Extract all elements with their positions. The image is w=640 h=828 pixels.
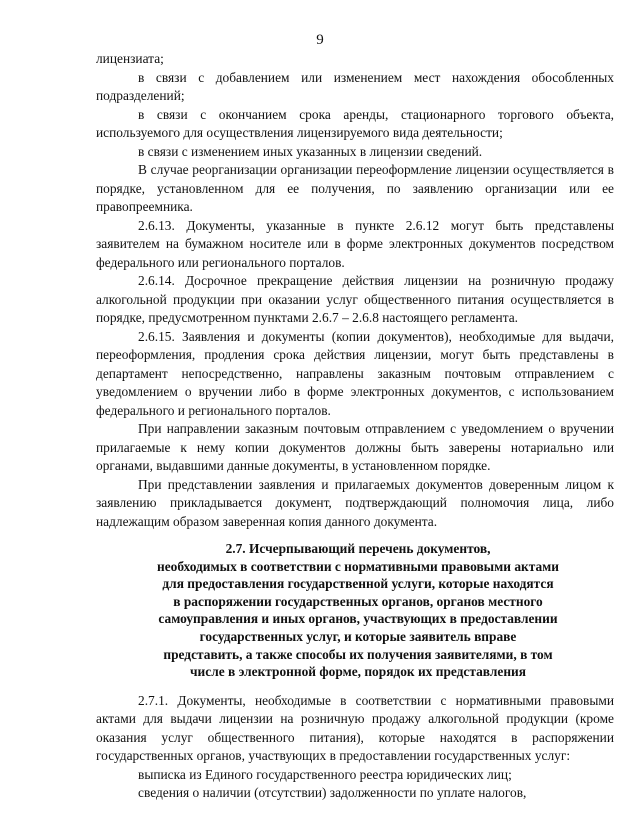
page-number: 9 (316, 32, 324, 48)
paragraph: выписка из Единого государственного реестра юридических лиц; (138, 766, 512, 782)
heading-line: необходимых в соответствии с нормативными правовыми актами (156, 558, 560, 574)
paragraph: 2.6.13. Документы, указанные в пункте 2.6.12 могут быть представлены заявителем на бумажном носителе или в форме электронных документов посредством федерального или регионального порталов. (96, 217, 614, 270)
document-body (96, 50, 614, 803)
heading-line: государственных услуг, и которые заявитель вправе (199, 628, 517, 644)
heading-line: 2.7. Исчерпывающий перечень документов, (225, 541, 491, 556)
paragraph: сведения о наличии (отсутствии) задолженности по уплате налогов, (138, 785, 527, 801)
paragraph: 2.7.1. Документы, необходимые в соответствии с нормативными правовыми актами для выдачи лицензии на розничную продажу алкогольной продукции (кроме оказания услуг общественного питания), которые находятся в распоряжении государственных органов, участвующих в предоставлении государственных услуг: (96, 692, 614, 764)
paragraph: 2.6.14. Досрочное прекращение действия лицензии на розничную продажу алкогольной продукции при оказании услуг общественного питания осуществляется в порядке, предусмотренном пунктами 2.6.7 – 2.6.8 настоящего регламента. (96, 273, 614, 325)
section-heading (96, 540, 614, 681)
paragraph: 2.6.15. Заявления и документы (копии документов), необходимые для выдачи, переоформления, продления срока действия лицензии, могут быть представлены в департамент непосредственно, направлены заказным почтовым отправлением с уведомлением о вручении либо в форме электронных документов, с использованием федерального и регионального порталов. (96, 328, 614, 418)
heading-line: представить, а также способы их получения заявителями, в том (163, 646, 553, 662)
heading-line: числе в электронной форме, порядок их представления (189, 664, 526, 680)
heading-line: самоуправления и иных органов, участвующих в предоставлении (158, 611, 558, 627)
heading-line: для предоставления государственной услуги, которые находятся (162, 576, 554, 592)
paragraph: в связи с добавлением или изменением мест нахождения обособленных подразделений; (96, 69, 614, 103)
heading-line: в распоряжении государственных органов, органов местного (173, 593, 543, 609)
paragraph: При направлении заказным почтовым отправлением с уведомлением о вручении прилагаемые к нему копии документов должны быть заверены нотариально или органами, выдавшими данные документы, в установленном порядке. (96, 421, 614, 473)
paragraph: В случае реорганизации организации переоформление лицензии осуществляется в порядке, установленном для ее получения, по заявлению организации или ее правопреемника. (96, 162, 614, 214)
paragraph: лицензиата; (96, 51, 164, 66)
paragraph: в связи с окончанием срока аренды, стационарного торгового объекта, используемого для осуществления лицензируемого вида деятельности; (96, 106, 614, 140)
paragraph: в связи с изменением иных указанных в лицензии сведений. (138, 143, 483, 159)
paragraph: При представлении заявления и прилагаемых документов доверенным лицом к заявлению прикладывается документ, подтверждающий полномочия лица, либо надлежащим образом заверенная копия данного документа. (96, 476, 614, 529)
